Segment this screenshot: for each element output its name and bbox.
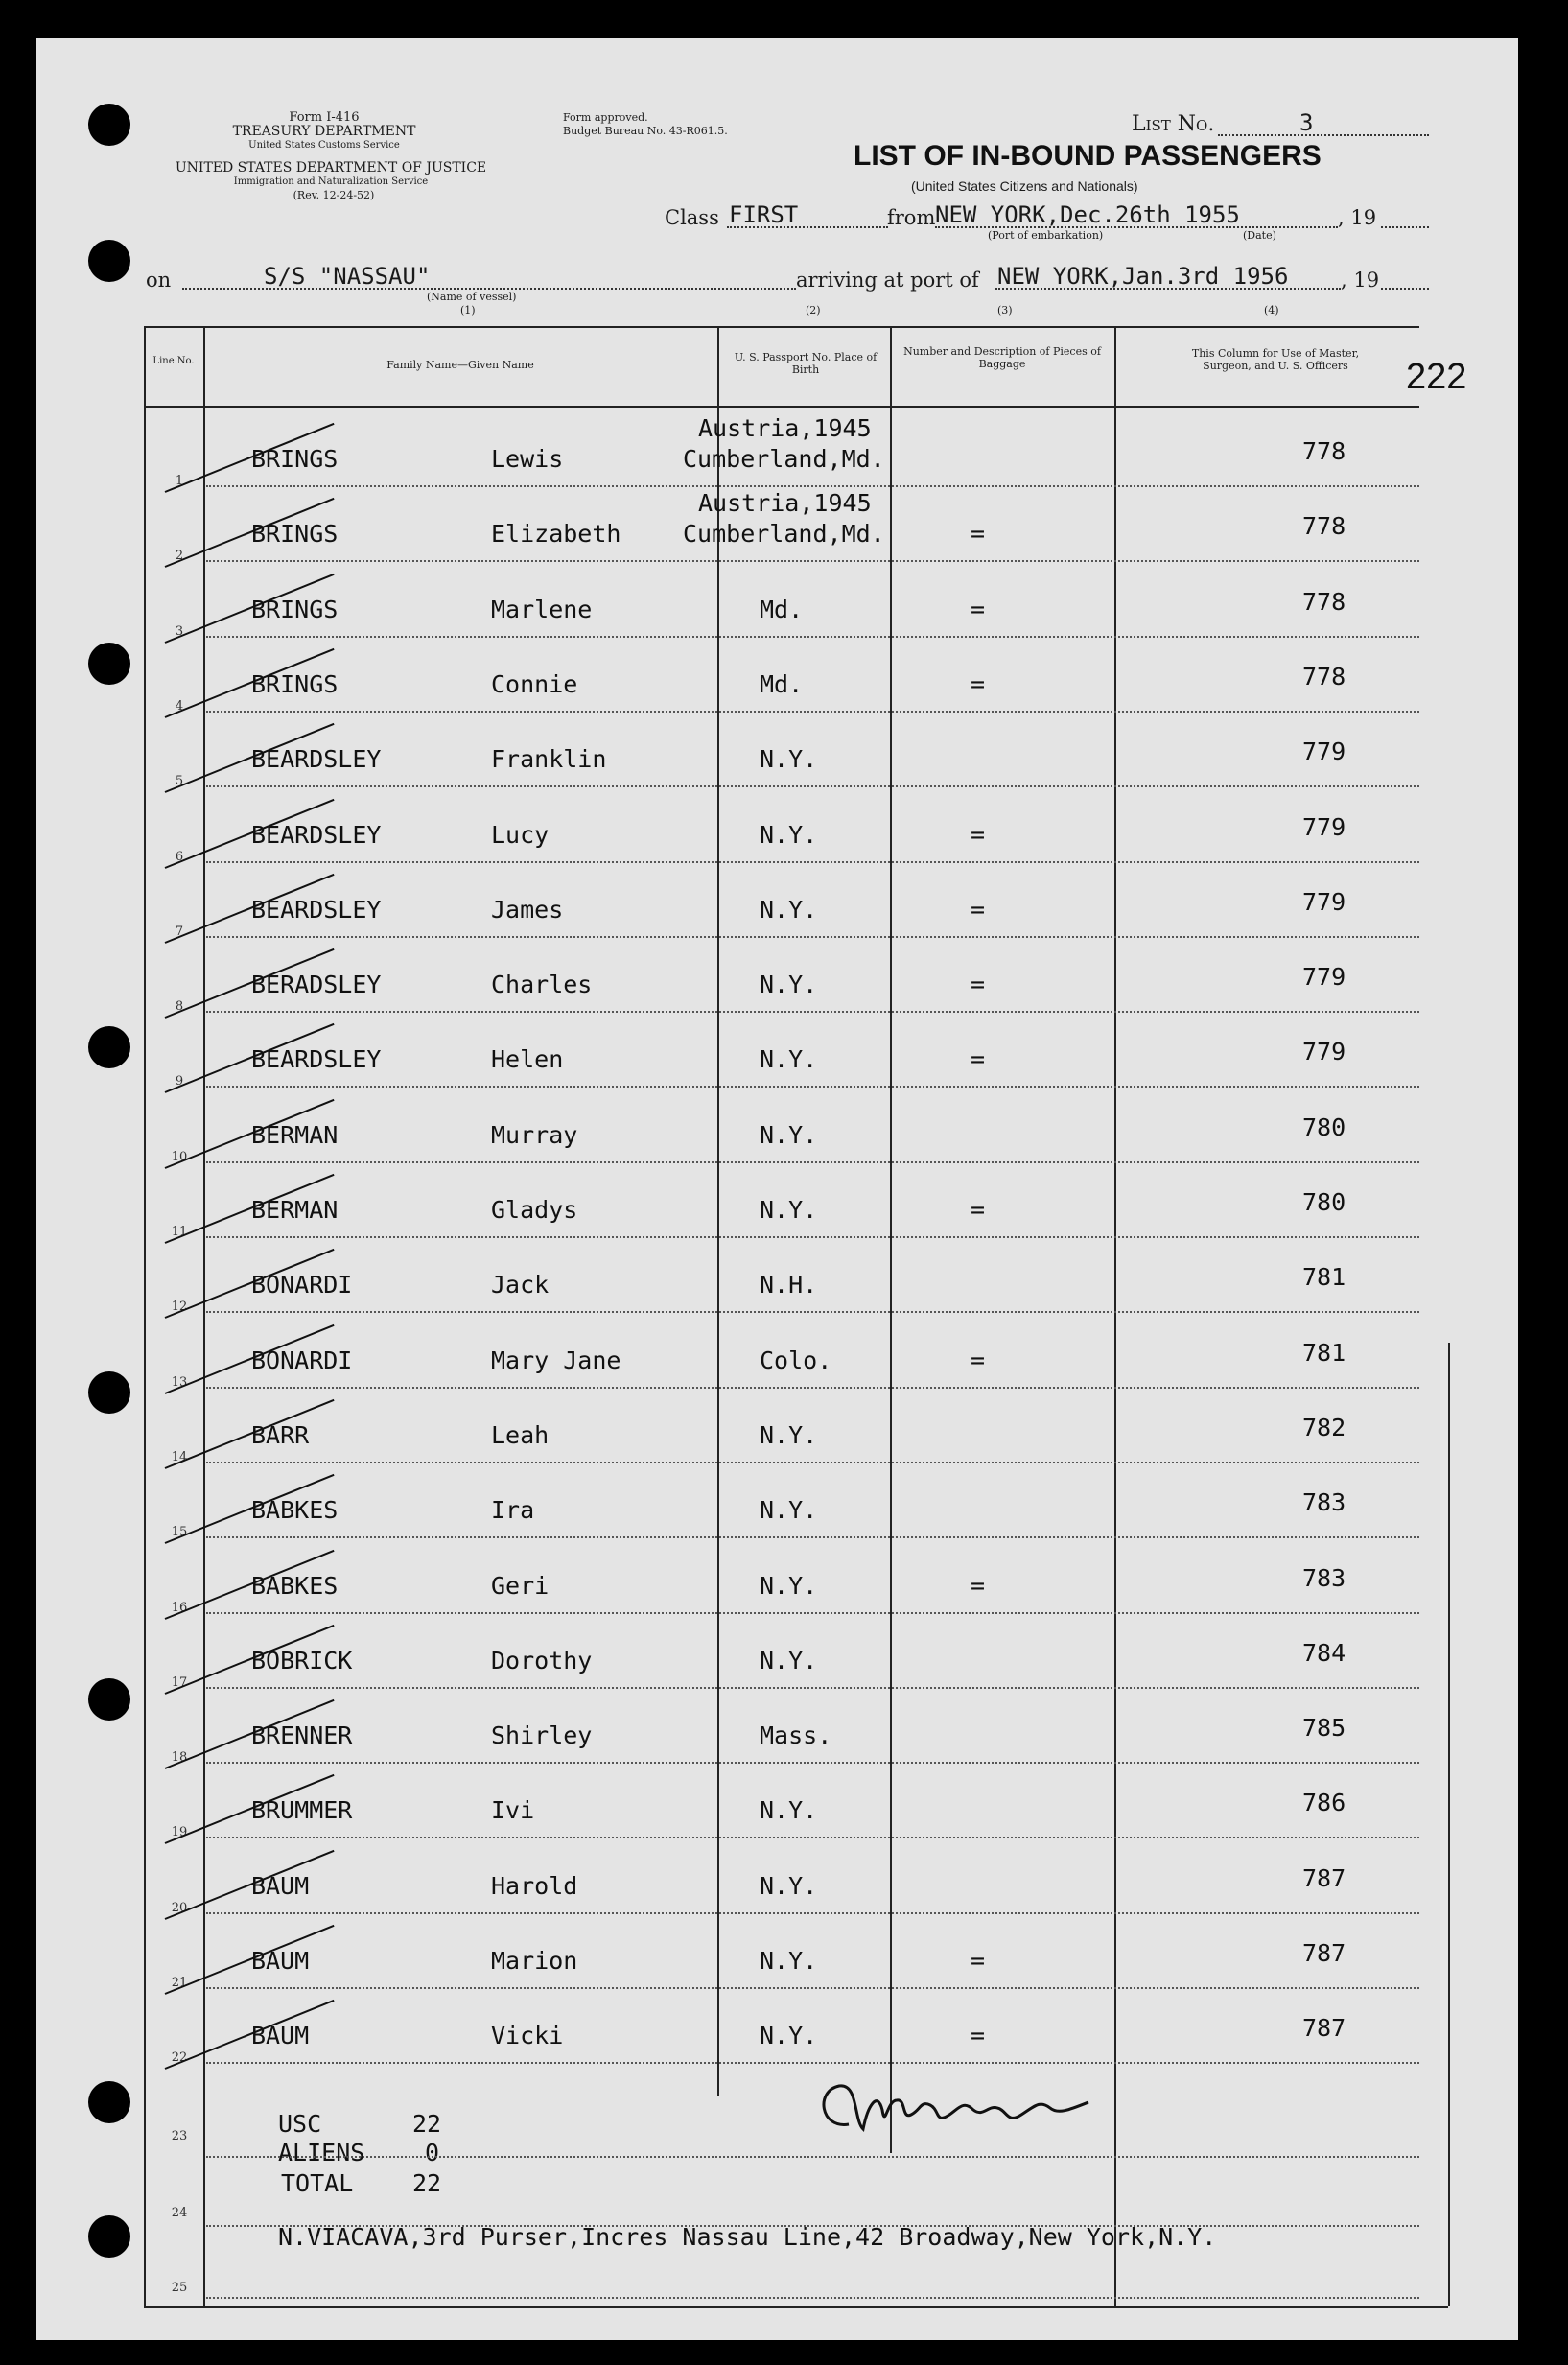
baggage-ditto: =	[971, 520, 986, 548]
birth-place: Mass.	[760, 1721, 832, 1749]
row-rule	[206, 1387, 1419, 1389]
row-rule	[206, 1236, 1419, 1238]
total-label: TOTAL	[281, 2169, 354, 2197]
given-name: Marion	[491, 1947, 578, 1975]
officer-number: 782	[1302, 1414, 1346, 1441]
baggage-ditto: =	[971, 1572, 986, 1600]
table-left-border	[144, 326, 146, 2306]
punch-hole	[88, 1026, 130, 1068]
list-no-line	[1218, 134, 1429, 136]
row-rule	[206, 861, 1419, 863]
birth-place-detail: Austria,1945	[698, 489, 872, 517]
page-number: 222	[1406, 357, 1467, 397]
from-label: from	[887, 206, 936, 229]
baggage-ditto: =	[971, 2022, 986, 2049]
year-suffix-2: , 19	[1341, 269, 1380, 292]
given-name: Geri	[491, 1572, 550, 1600]
officer-number: 779	[1302, 888, 1346, 916]
aliens-label: ALIENS	[278, 2139, 365, 2166]
purser-line: N.VIACAVA,3rd Purser,Incres Nassau Line,42 Broadway,New York,N.Y.	[278, 2223, 1217, 2251]
row-rule	[206, 2297, 1419, 2299]
given-name: Harold	[491, 1872, 578, 1900]
baggage-ditto: =	[971, 596, 986, 623]
row-rule	[206, 1536, 1419, 1538]
birth-place: N.Y.	[760, 1196, 818, 1224]
birth-place: Md.	[760, 596, 804, 623]
vessel-caption-num: (1)	[460, 304, 476, 316]
row-rule	[206, 1161, 1419, 1163]
baggage-ditto: =	[971, 670, 986, 698]
line-number: 3	[175, 624, 184, 639]
family-name: BAUM	[251, 2022, 310, 2049]
arriving-value: NEW YORK,Jan.3rd 1956	[997, 263, 1289, 290]
caption-3: (3)	[997, 304, 1013, 316]
officer-number: 787	[1302, 1939, 1346, 1967]
birth-place: N.Y.	[760, 1647, 818, 1674]
punch-hole	[88, 240, 130, 282]
family-name: BRENNER	[251, 1721, 353, 1749]
given-name: Vicki	[491, 2022, 564, 2049]
line-number: 7	[175, 925, 184, 939]
line-number: 16	[171, 1601, 188, 1615]
row-rule	[206, 1462, 1419, 1463]
birth-place: Cumberland,Md.	[683, 445, 885, 473]
family-name: BEARDSLEY	[251, 1045, 382, 1073]
row-rule	[206, 785, 1419, 787]
family-name: BERMAN	[251, 1121, 339, 1149]
list-no-label: List No.	[1132, 112, 1215, 136]
row-rule	[206, 1687, 1419, 1689]
birth-place: N.Y.	[760, 1045, 818, 1073]
line-number: 6	[175, 850, 184, 864]
row-rule	[206, 1311, 1419, 1313]
passport-column-border	[717, 326, 719, 2096]
table-header-border	[144, 406, 1419, 408]
on-label: on	[146, 269, 172, 292]
date-caption: (Date)	[1243, 229, 1276, 242]
line-number: 5	[175, 774, 184, 788]
manifest-page	[36, 38, 1518, 2340]
baggage-ditto: =	[971, 1947, 986, 1975]
from-value: NEW YORK,Dec.26th 1955	[935, 201, 1240, 228]
officer-number: 783	[1302, 1488, 1346, 1516]
year-suffix: , 19	[1338, 206, 1377, 229]
birth-place: N.Y.	[760, 1572, 818, 1600]
family-name: BRINGS	[251, 596, 339, 623]
birth-place: N.Y.	[760, 1421, 818, 1449]
officer-number: 778	[1302, 663, 1346, 691]
revision-date: (Rev. 12-24-52)	[293, 189, 375, 201]
given-name: Gladys	[491, 1196, 578, 1224]
punch-hole	[88, 2215, 130, 2258]
given-name: Charles	[491, 971, 593, 998]
purser-signature	[810, 2072, 1136, 2148]
given-name: Mary Jane	[491, 1346, 621, 1374]
baggage-ditto: =	[971, 1045, 986, 1073]
line-number: 21	[171, 1976, 188, 1990]
ins-service: Immigration and Naturalization Service	[233, 176, 429, 187]
line-number: 22	[171, 2050, 188, 2065]
birth-place: N.Y.	[760, 821, 818, 849]
family-name: BABKES	[251, 1496, 339, 1524]
row-rule	[206, 485, 1419, 487]
birth-place: N.Y.	[760, 1121, 818, 1149]
row-rule	[206, 560, 1419, 562]
col-officers: This Column for Use of Master, Surgeon, and U. S. Officers	[1191, 347, 1360, 372]
line-number: 13	[171, 1375, 188, 1390]
officer-number: 787	[1302, 2014, 1346, 2042]
officer-number: 787	[1302, 1864, 1346, 1892]
baggage-ditto: =	[971, 821, 986, 849]
baggage-ditto: =	[971, 896, 986, 924]
family-name: BERADSLEY	[251, 971, 382, 998]
given-name: James	[491, 896, 564, 924]
birth-place: Cumberland,Md.	[683, 520, 885, 548]
line-number: 12	[171, 1300, 188, 1314]
officer-number: 785	[1302, 1714, 1346, 1742]
col-passport: U. S. Passport No. Place of Birth	[734, 351, 878, 376]
punch-hole	[88, 643, 130, 685]
family-name: BARR	[251, 1421, 310, 1449]
punch-hole	[88, 104, 130, 146]
family-name: BOBRICK	[251, 1647, 353, 1674]
port-embark-caption: (Port of embarkation)	[988, 229, 1104, 242]
line-number: 9	[175, 1074, 184, 1089]
line-number: 19	[171, 1825, 188, 1839]
birth-place: N.Y.	[760, 745, 818, 773]
budget-bureau: Budget Bureau No. 43-R061.5.	[563, 125, 728, 137]
row-rule	[206, 1837, 1419, 1838]
officers-column-border	[1114, 326, 1116, 2306]
usc-value: 22	[412, 2110, 442, 2138]
line-number: 23	[171, 2129, 188, 2143]
class-label: Class	[665, 206, 719, 229]
given-name: Elizabeth	[491, 520, 621, 548]
punch-hole	[88, 1371, 130, 1414]
col-line-no: Line No.	[152, 356, 195, 366]
row-rule	[206, 2062, 1419, 2064]
family-name: BAUM	[251, 1872, 310, 1900]
family-name: BRINGS	[251, 445, 339, 473]
birth-place: Colo.	[760, 1346, 832, 1374]
given-name: Franklin	[491, 745, 607, 773]
officer-number: 780	[1302, 1188, 1346, 1216]
document-title: LIST OF IN-BOUND PASSENGERS	[854, 140, 1322, 172]
line-number: 24	[171, 2206, 188, 2220]
line-number: 17	[171, 1675, 188, 1690]
line-number: 8	[175, 999, 184, 1014]
line-number: 1	[175, 474, 184, 488]
baggage-ditto: =	[971, 971, 986, 998]
document-subtitle: (United States Citizens and Nationals)	[911, 178, 1138, 194]
line-number: 2	[175, 549, 184, 563]
baggage-ditto: =	[971, 1196, 986, 1224]
row-rule	[206, 2156, 1419, 2158]
birth-place: Md.	[760, 670, 804, 698]
table-bottom-border	[144, 2306, 1448, 2308]
given-name: Lucy	[491, 821, 550, 849]
year-line-2	[1381, 288, 1429, 290]
officer-number: 781	[1302, 1263, 1346, 1291]
col-baggage: Number and Description of Pieces of Baggage	[903, 345, 1101, 370]
given-name: Ira	[491, 1496, 535, 1524]
given-name: Helen	[491, 1045, 564, 1073]
officer-number: 786	[1302, 1789, 1346, 1816]
given-name: Lewis	[491, 445, 564, 473]
caption-2: (2)	[806, 304, 821, 316]
list-no-value: 3	[1299, 109, 1314, 136]
row-rule	[206, 1612, 1419, 1614]
family-name: BONARDI	[251, 1271, 353, 1299]
line-number: 18	[171, 1750, 188, 1765]
given-name: Dorothy	[491, 1647, 593, 1674]
line-number: 10	[171, 1150, 188, 1164]
row-rule	[206, 1912, 1419, 1914]
birth-place: N.Y.	[760, 2022, 818, 2049]
family-name: BERMAN	[251, 1196, 339, 1224]
line-number: 25	[171, 2281, 188, 2295]
birth-place: N.Y.	[760, 1496, 818, 1524]
aliens-value: 0	[425, 2139, 440, 2166]
row-rule	[206, 1762, 1419, 1764]
row-rule	[206, 1011, 1419, 1013]
family-name: BONARDI	[251, 1346, 353, 1374]
punch-hole	[88, 1678, 130, 1721]
table-right-border	[1448, 1343, 1450, 2306]
arriving-label: arriving at port of	[796, 269, 979, 292]
birth-place: N.H.	[760, 1271, 818, 1299]
form-number: Form I-416	[289, 110, 360, 125]
officer-number: 779	[1302, 813, 1346, 841]
officer-number: 784	[1302, 1639, 1346, 1667]
officer-number: 778	[1302, 588, 1346, 616]
vessel-caption: (Name of vessel)	[427, 291, 517, 303]
given-name: Murray	[491, 1121, 578, 1149]
family-name: BEARDSLEY	[251, 821, 382, 849]
family-name: BAUM	[251, 1947, 310, 1975]
officer-number: 779	[1302, 1038, 1346, 1065]
line-no-column-border	[203, 326, 205, 2306]
treasury-dept: TREASURY DEPARTMENT	[232, 124, 416, 139]
birth-place: N.Y.	[760, 896, 818, 924]
family-name: BRUMMER	[251, 1796, 353, 1824]
row-rule	[206, 711, 1419, 713]
row-rule	[206, 1086, 1419, 1088]
punch-hole	[88, 2081, 130, 2123]
caption-4: (4)	[1264, 304, 1279, 316]
line-number: 20	[171, 1901, 188, 1915]
given-name: Leah	[491, 1421, 550, 1449]
year-line	[1381, 226, 1429, 228]
officer-number: 779	[1302, 963, 1346, 991]
officer-number: 778	[1302, 437, 1346, 465]
line-number: 4	[175, 699, 184, 714]
birth-place: N.Y.	[760, 1796, 818, 1824]
given-name: Connie	[491, 670, 578, 698]
given-name: Shirley	[491, 1721, 593, 1749]
justice-dept: UNITED STATES DEPARTMENT OF JUSTICE	[175, 160, 487, 176]
given-name: Ivi	[491, 1796, 535, 1824]
class-value: FIRST	[729, 201, 799, 228]
form-approved: Form approved.	[563, 111, 648, 124]
family-name: BRINGS	[251, 520, 339, 548]
given-name: Marlene	[491, 596, 593, 623]
officer-number: 780	[1302, 1113, 1346, 1141]
officer-number: 778	[1302, 512, 1346, 540]
birth-place: N.Y.	[760, 1947, 818, 1975]
line-number: 14	[171, 1450, 188, 1464]
officer-number: 781	[1302, 1339, 1346, 1367]
table-top-border	[144, 326, 1419, 328]
total-value: 22	[412, 2169, 442, 2197]
vessel-name: S/S "NASSAU"	[264, 263, 431, 290]
col-name: Family Name—Given Name	[386, 359, 534, 371]
given-name: Jack	[491, 1271, 550, 1299]
baggage-ditto: =	[971, 1346, 986, 1374]
birth-place: N.Y.	[760, 1872, 818, 1900]
row-rule	[206, 936, 1419, 938]
family-name: BEARDSLEY	[251, 745, 382, 773]
family-name: BRINGS	[251, 670, 339, 698]
baggage-column-border	[890, 326, 892, 2153]
row-rule	[206, 1987, 1419, 1989]
birth-place-detail: Austria,1945	[698, 414, 872, 442]
customs-service: United States Customs Service	[248, 140, 400, 151]
row-rule	[206, 636, 1419, 638]
line-number: 15	[171, 1525, 188, 1539]
family-name: BABKES	[251, 1572, 339, 1600]
officer-number: 783	[1302, 1564, 1346, 1592]
family-name: BEARDSLEY	[251, 896, 382, 924]
birth-place: N.Y.	[760, 971, 818, 998]
line-number: 11	[171, 1225, 188, 1239]
usc-label: USC	[278, 2110, 322, 2138]
officer-number: 779	[1302, 738, 1346, 765]
